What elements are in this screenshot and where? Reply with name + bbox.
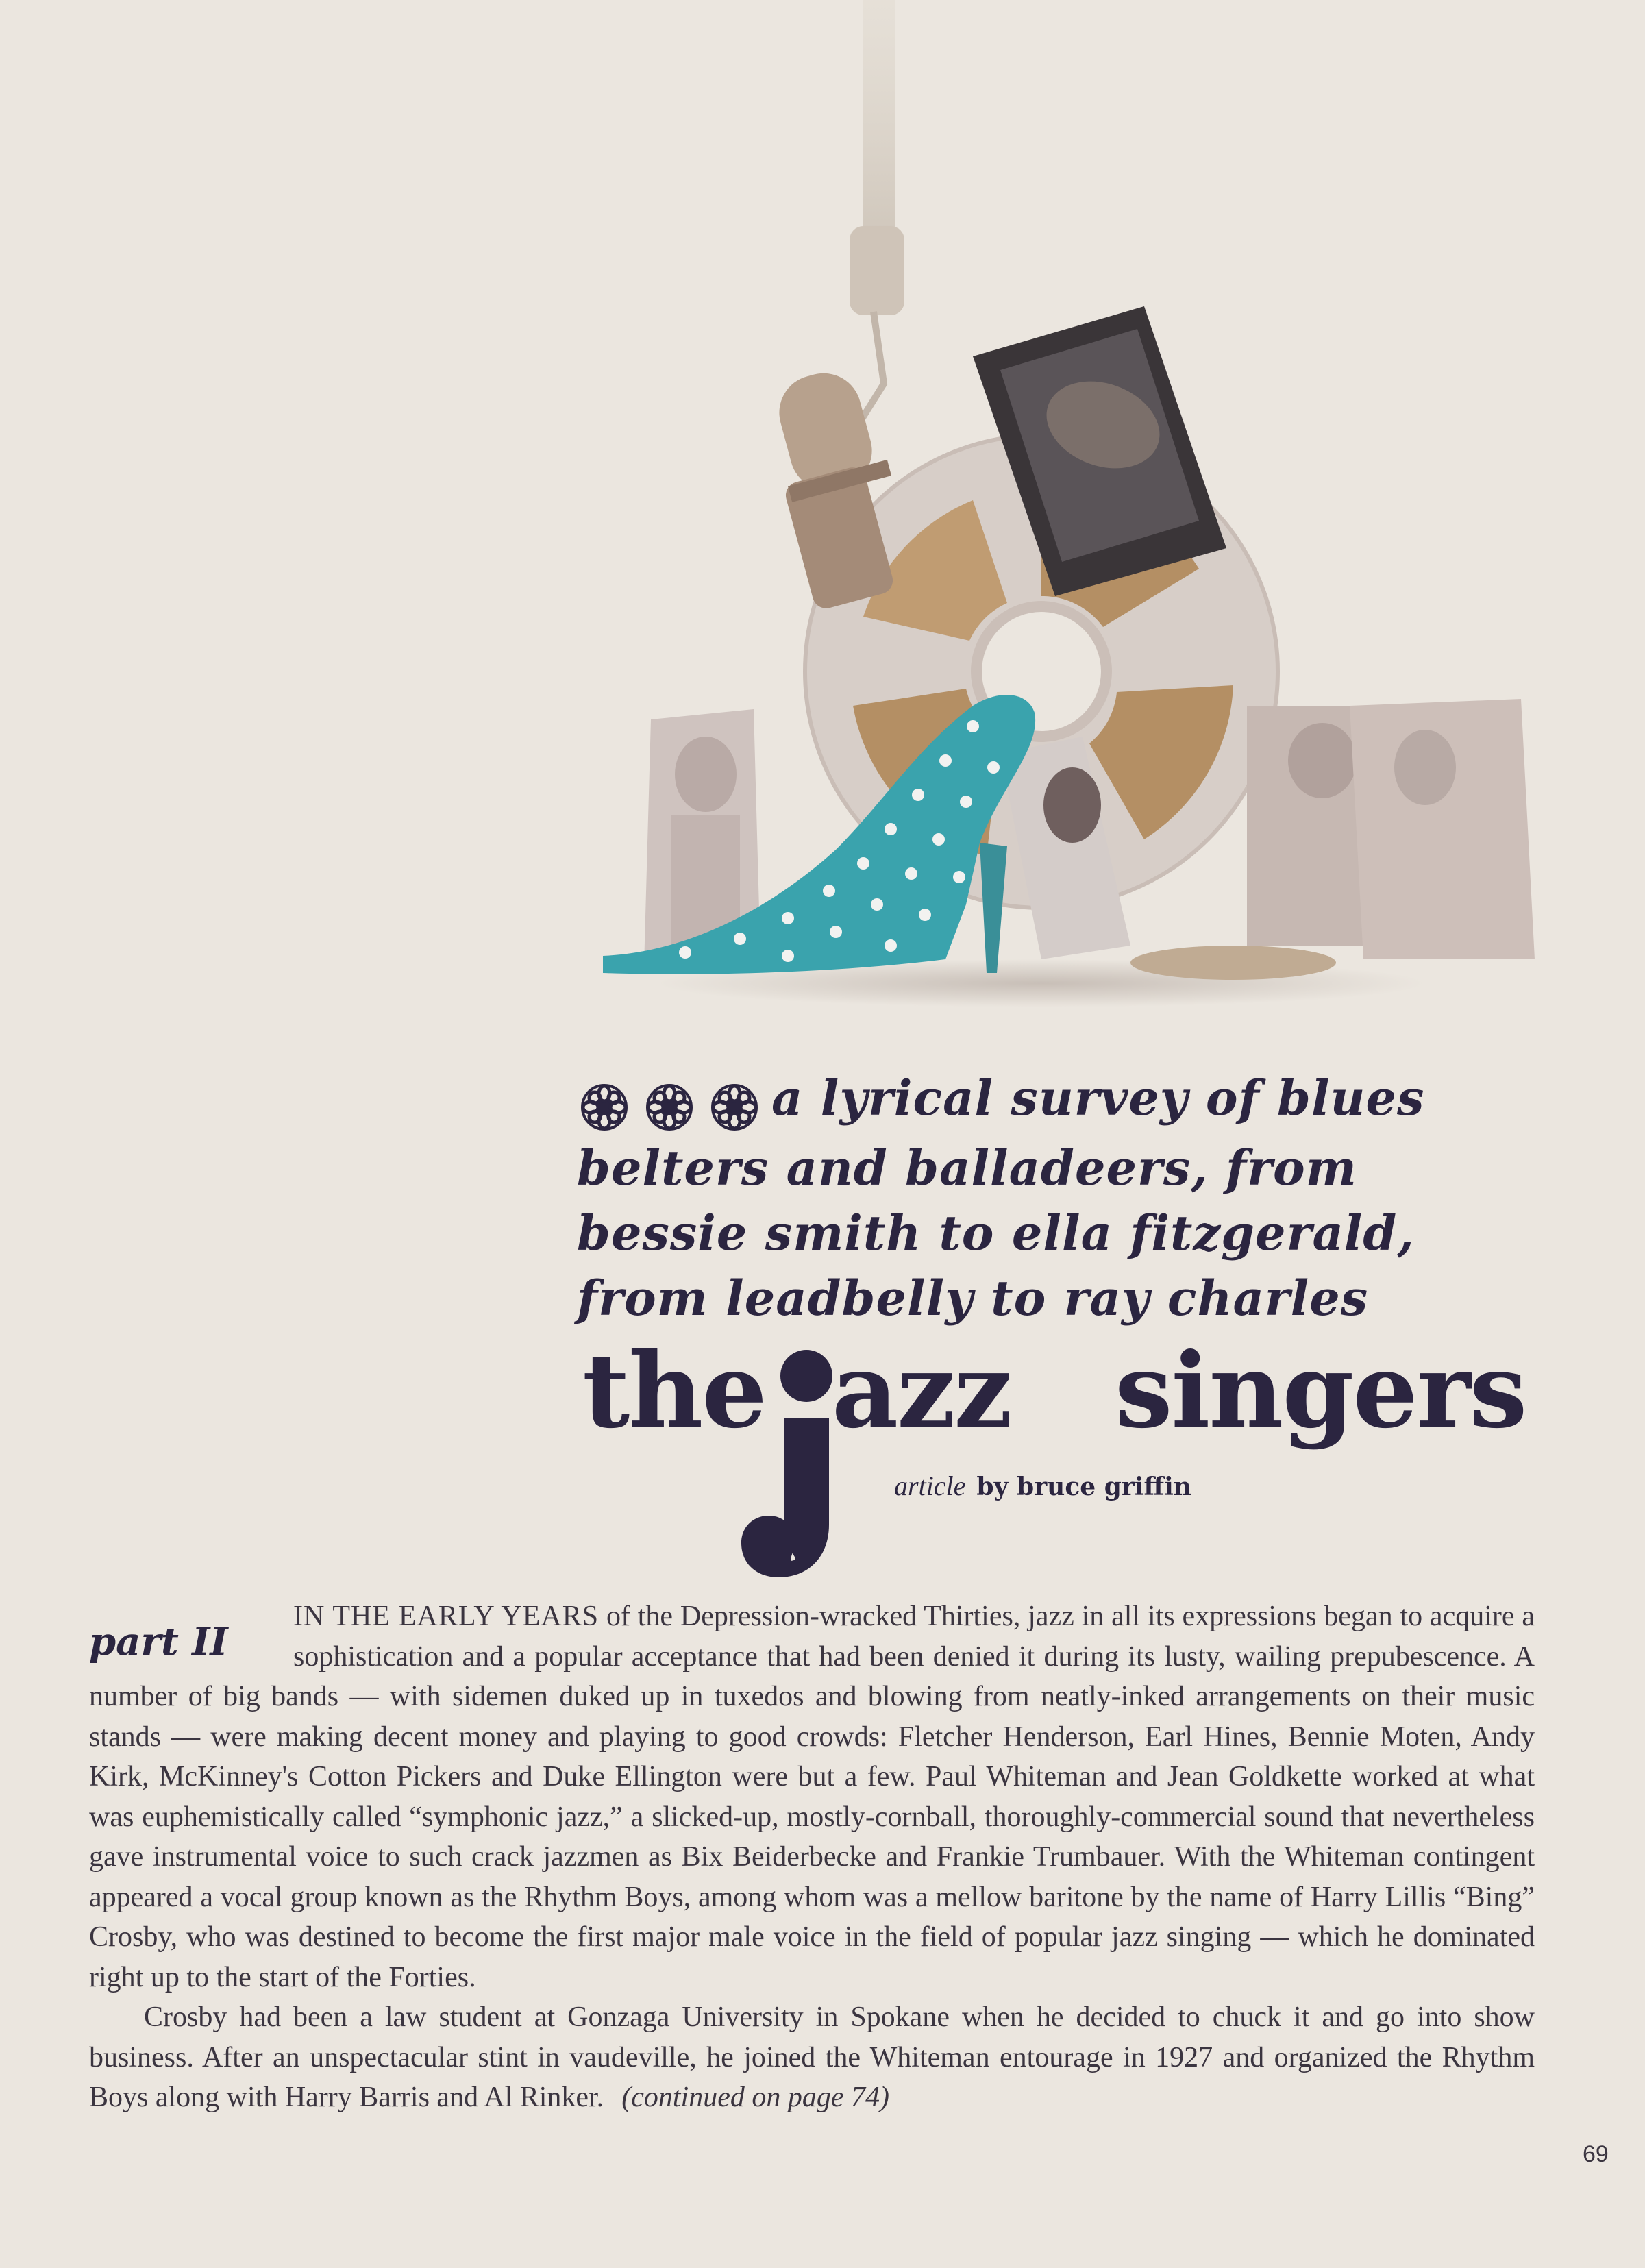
- photo-right: [1247, 699, 1535, 959]
- headline: [577, 1065, 1536, 1331]
- body-paragraph-2: Crosby had been a law student at Gonzaga University in Spokane when he decided to chuck it and go into show business. After an unspectacular stint in vaudeville, he joined the Whiteman entourage in 1927 and organized the Rhythm Boys along with Harry Barris and Al Rinker. (continued on page 74): [89, 2001, 1535, 2113]
- flower-ornament-icon: [577, 1070, 762, 1135]
- microphone: [771, 365, 895, 611]
- hero-illustration: [562, 0, 1555, 1021]
- article-title: [577, 1331, 1536, 1586]
- headline-line-2: belters and balladeers, from: [577, 1139, 1357, 1196]
- part-label: part II: [89, 1619, 228, 1664]
- lead-in: IN THE EARLY YEARS: [293, 1601, 599, 1632]
- continued-note: (continued on page 74): [621, 2082, 889, 2113]
- article-body: [89, 1597, 1535, 2118]
- byline-label: article: [894, 1470, 966, 1501]
- title-word-singers: singers: [1115, 1331, 1526, 1451]
- headline-line-4: from leadbelly to ray charles: [577, 1269, 1369, 1327]
- jazz-collage-illustration: [562, 0, 1555, 1021]
- headline-line-1: a lyrical survey of blues: [577, 1065, 1536, 1135]
- record-disc: [1130, 946, 1336, 980]
- page-number: 69: [1583, 2141, 1609, 2167]
- byline: [894, 1470, 1191, 1502]
- title-word-the: the: [582, 1331, 766, 1451]
- headline-line-3: bessie smith to ella fitzgerald,: [577, 1204, 1415, 1261]
- title-word-azz: azz: [832, 1331, 1011, 1451]
- byline-author: by bruce griffin: [976, 1472, 1191, 1501]
- body-paragraph-1: IN THE EARLY YEARS of the Depression-wracked Thirties, jazz in all its expressions began to acquire a sophistication and a popular acceptance that had been denied it during its lusty, wailing prepubescence. A number of big bands — with sidemen duked up in tuxedos and blowing from neatly-inked arrangements on their music stands — were making decent money and playing to good crowds: Fletcher Henderson, Earl Hines, Bennie Moten, Andy Kirk, McKinney's Cotton Pickers and Duke Ellington were but a few. Paul Whiteman and Jean Goldkette worked at what was euphemistically called “symphonic jazz,” a slicked-up, mostly-cornball, thoroughly-commercial sound that nevertheless gave instrumental voice to such crack jazzmen as Bix Beiderbecke and Frankie Trumbauer. With the Whiteman contingent appeared a vocal group known as the Rhythm Boys, among whom was a mellow baritone by the name of Harry Lillis “Bing” Crosby, who was destined to become the first major male voice in the field of popular jazz singing — which he dominated right up to the start of the Forties.: [89, 1601, 1535, 1993]
- mic-clamp: [850, 226, 904, 315]
